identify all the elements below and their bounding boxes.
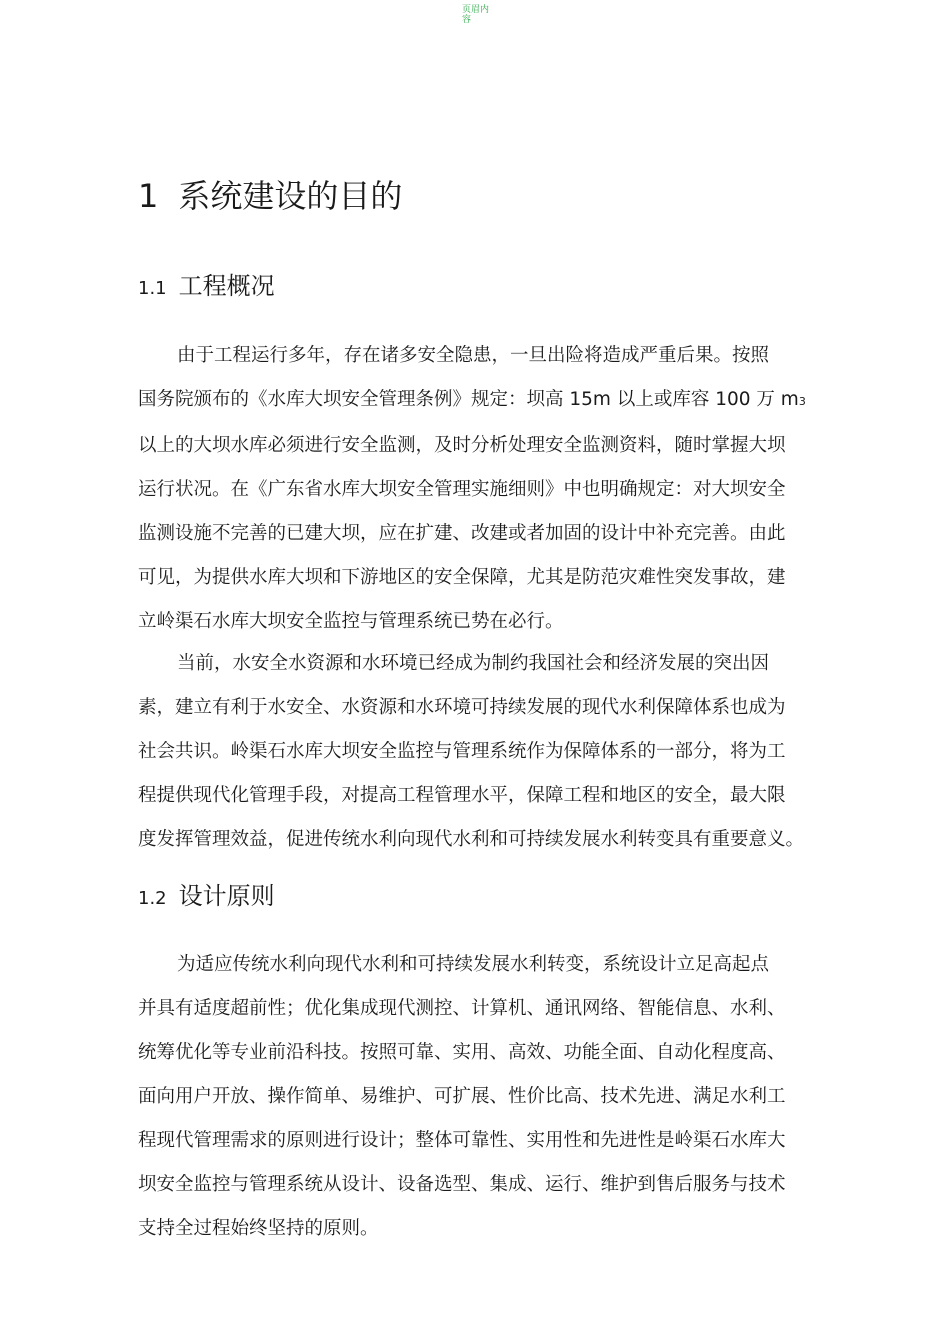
paragraph-line: 由于工程运行多年，存在诸多安全隐患，一旦出险将造成严重后果。按照 xyxy=(177,345,770,366)
paragraph-line: 可见，为提供水库大坝和下游地区的安全保障，尤其是防范灾难性突发事故，建 xyxy=(138,567,786,588)
paragraph-line: 支持全过程始终坚持的原则。 xyxy=(138,1218,379,1239)
section-1-1-heading xyxy=(138,268,275,307)
paragraph-line: 度发挥管理效益，促进传统水利向现代水利和可持续发展水利转变具有重要意义。 xyxy=(138,829,805,850)
paragraph-line: 当前，水安全水资源和水环境已经成为制约我国社会和经济发展的突出因 xyxy=(177,653,770,674)
section-1-number: 1 xyxy=(138,177,159,215)
section-1-2-heading xyxy=(138,878,275,917)
header-watermark: 页眉内容 xyxy=(462,5,490,25)
section-1-2-title: 设计原则 xyxy=(178,882,275,910)
section-1-1-title: 工程概况 xyxy=(178,272,275,300)
paragraph-line xyxy=(138,378,810,424)
section-1-heading xyxy=(138,172,402,220)
paragraph-line-text: 国务院颁布的《水库大坝安全管理条例》规定：坝高 15m 以上或库容 100 万 m xyxy=(138,389,799,410)
section-1-2-number: 1.2 xyxy=(138,888,167,909)
paragraph-line: 立岭渠石水库大坝安全监控与管理系统已势在必行。 xyxy=(138,611,564,632)
paragraph-line: 并具有适度超前性；优化集成现代测控、计算机、通讯网络、智能信息、水利、 xyxy=(138,998,786,1019)
paragraph-line: 统筹优化等专业前沿科技。按照可靠、实用、高效、功能全面、自动化程度高、 xyxy=(138,1042,786,1063)
paragraph-line: 为适应传统水利向现代水利和可持续发展水利转变，系统设计立足高起点 xyxy=(177,954,770,975)
paragraph-line: 运行状况。在《广东省水库大坝安全管理实施细则》中也明确规定：对大坝安全 xyxy=(138,479,786,500)
unit-superscript: 3 xyxy=(798,395,806,408)
paragraph-line: 以上的大坝水库必须进行安全监测，及时分析处理安全监测资料，随时掌握大坝 xyxy=(138,435,786,456)
overview-paragraph-2 xyxy=(138,642,810,862)
paragraph-line: 监测设施不完善的已建大坝，应在扩建、改建或者加固的设计中补充完善。由此 xyxy=(138,523,786,544)
paragraph-line: 素，建立有利于水安全、水资源和水环境可持续发展的现代水利保障体系也成为 xyxy=(138,697,786,718)
paragraph-line: 社会共识。岭渠石水库大坝安全监控与管理系统作为保障体系的一部分，将为工 xyxy=(138,741,786,762)
paragraph-line: 程现代管理需求的原则进行设计；整体可靠性、实用性和先进性是岭渠石水库大 xyxy=(138,1130,786,1151)
overview-paragraph-1 xyxy=(138,334,810,644)
paragraph-line: 坝安全监控与管理系统从设计、设备选型、集成、运行、维护到售后服务与技术 xyxy=(138,1174,786,1195)
section-1-title: 系统建设的目的 xyxy=(178,177,403,215)
section-1-1-number: 1.1 xyxy=(138,278,167,299)
paragraph-line: 程提供现代化管理手段，对提高工程管理水平，保障工程和地区的安全，最大限 xyxy=(138,785,786,806)
paragraph-line: 面向用户开放、操作简单、易维护、可扩展、性价比高、技术先进、满足水利工 xyxy=(138,1086,786,1107)
design-principles-paragraph xyxy=(138,943,810,1251)
